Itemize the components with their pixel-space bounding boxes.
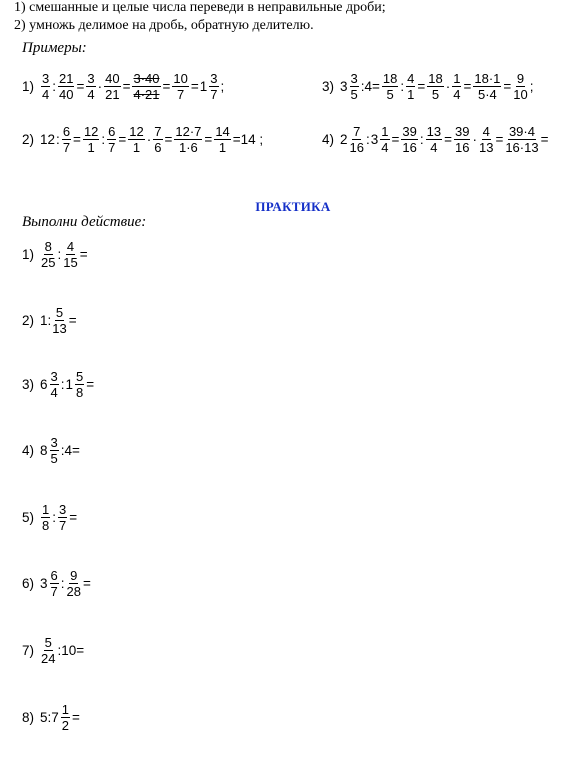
practice-title: ПРАКТИКА <box>255 199 331 214</box>
cancelled-fraction: $\frac{12\cdot 7}{1\cdot 6}$ <box>175 124 202 155</box>
example-label: 1) <box>22 79 35 94</box>
rule-2: 2) умножь делимое на дробь, обратную делителю. <box>14 18 314 33</box>
task-heading: Выполни действие: <box>22 214 147 230</box>
cancelled-fraction: $\frac{18\cdot 1}{5\cdot 4}$ <box>474 71 501 102</box>
task-3: 3) 6 $\frac{3}{4}$ : 1 $\frac{5}{8}$ = <box>22 369 95 400</box>
mixed-number: 1 $\frac{3}{7}$ <box>199 71 218 102</box>
fraction: $\frac{40}{21}$ <box>105 71 120 102</box>
fraction: $\frac{10}{7}$ <box>173 71 188 102</box>
task-6: 6) 3 $\frac{6}{7}$ : $\frac{9}{28}$ = <box>22 568 91 599</box>
example-2: 2) 12 : $\frac{6}{7}$ = $\frac{12}{1}$ : $\frac{6}{7}$ = $\frac{12}{1}$ · $\frac{7}{6}$ = $\frac{12\cdot 7}{1\cdot 6}$ = $\frac{14}{1}$ =14 ; <box>22 124 264 155</box>
fraction: $\frac{3}{4}$ <box>87 71 95 102</box>
task-1: 1) $\frac{8}{25}$ : $\frac{4}{15}$ = <box>22 239 88 270</box>
example-1: 1) $\frac{3}{4}$ : $\frac{21}{40}$ = $\frac{3}{4}$ · $\frac{40}{21}$ = $\frac{3\cdot 40}{4\cdot 21}$ = $\frac{10}{7}$ = 1 $\frac{3}{7}$ ; <box>22 71 225 102</box>
fraction: $\frac{21}{40}$ <box>59 71 74 102</box>
fraction: $\frac{3}{4}$ <box>42 71 50 102</box>
task-2: 2) 1: $\frac{5}{13}$ = <box>22 305 77 336</box>
cancelled-fraction: $\frac{3\cdot 40}{4\cdot 21}$ <box>133 71 160 102</box>
examples-heading: Примеры: <box>22 40 87 56</box>
rule-1: 1) смешанные и целые числа переведи в неправильные дроби; <box>14 0 386 15</box>
task-5: 5) $\frac{1}{8}$ : $\frac{3}{7}$ = <box>22 502 78 533</box>
mixed-number: 3 $\frac{3}{5}$ <box>340 71 358 102</box>
example-3: 3) 3 $\frac{3}{5}$ :4= $\frac{18}{5}$ : $\frac{4}{1}$ = $\frac{18}{5}$ · $\frac{1}{4}$ = $\frac{18\cdot 1}{5\cdot 4}$ = $\frac{9}{10}$ ; <box>322 71 534 102</box>
task-4: 4) 8 $\frac{3}{5}$ :4= <box>22 435 80 466</box>
task-7: 7) $\frac{5}{24}$ :10= <box>22 635 85 666</box>
example-4: 4) 2 $\frac{7}{16}$ : 3 $\frac{1}{4}$ = $\frac{39}{16}$ : $\frac{13}{4}$ = $\frac{39}{16}$ · $\frac{4}{13}$ = $\frac{39\cdot 4}{16\cdot 13}$ = <box>322 124 549 155</box>
cancelled-fraction: $\frac{39\cdot 4}{16\cdot 13}$ <box>505 124 539 155</box>
task-8: 8) 5: 7 $\frac{1}{2}$ = <box>22 702 80 733</box>
